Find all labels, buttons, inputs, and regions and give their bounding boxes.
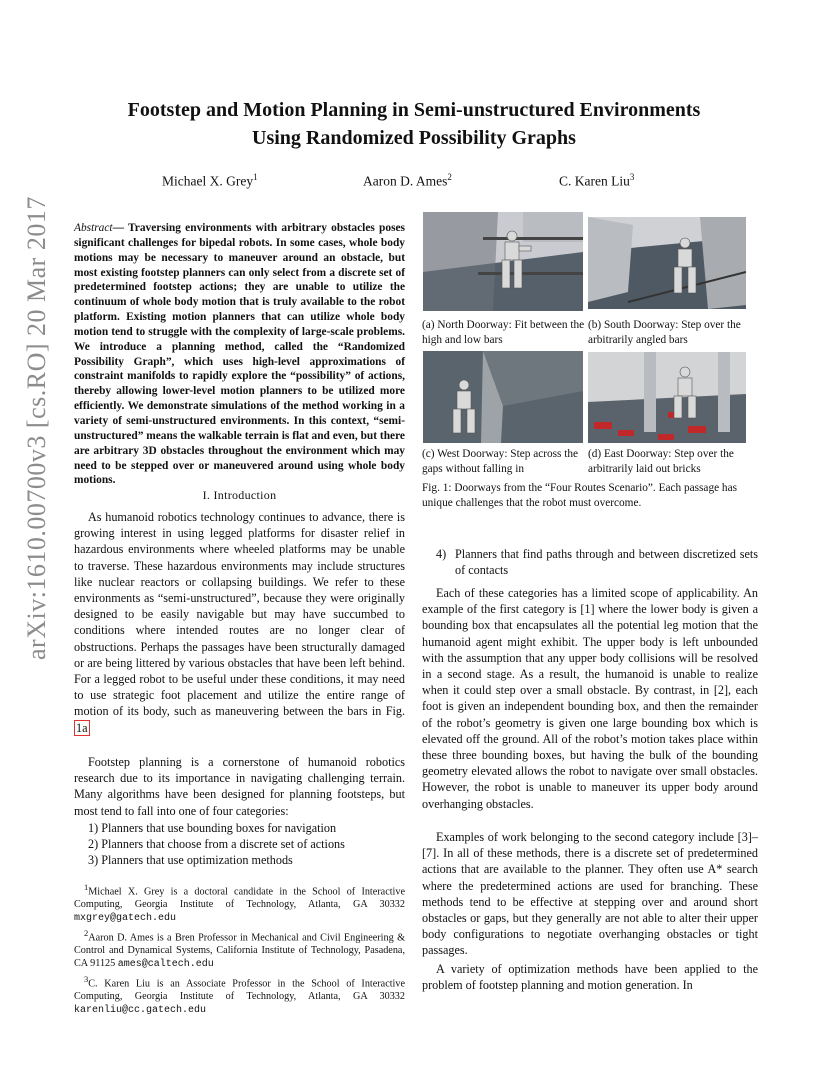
- email-link[interactable]: mxgrey@gatech.edu: [74, 912, 177, 924]
- figure-1c-caption: (c) West Doorway: Step across the gaps without falling in: [422, 448, 579, 475]
- title-line-2: Using Randomized Possibility Graphs: [252, 127, 576, 149]
- list-item-number: 4): [436, 547, 447, 561]
- figure-1d-image: [588, 352, 746, 443]
- figure-1a-caption: (a) North Doorway: Fit between the high and low bars: [422, 319, 585, 346]
- footnote-3: $^3$C. Karen Liu is an Associate Professor in the School of Interactive Computing, Georgia Institute of Technology, Atlanta, GA 30332 karenliu@cc.gatech.edu: [74, 974, 405, 1016]
- abstract: [74, 221, 405, 488]
- list-item: 3) Planners that use optimization methods: [88, 853, 293, 868]
- right-paragraph-3: A variety of optimization methods have been applied to the problem of footstep planning and motion generation. In: [422, 962, 758, 993]
- footnotes: [74, 881, 405, 1020]
- author-2: Aaron D. Ames$^2$: [363, 172, 452, 189]
- figure-1d-caption: (d) East Doorway: Step over the arbitrarily laid out bricks: [588, 448, 734, 475]
- figure-1c-image: [423, 351, 583, 443]
- figure-reference-link[interactable]: 1a: [76, 720, 88, 735]
- footnote-2: $^2$Aaron D. Ames is a Bren Professor in Mechanical and Civil Engineering & Control and Dynamical Systems, California Institute of Technology, Pasadena, CA 91125 ames@caltech.edu: [74, 928, 405, 970]
- title-line-1: Footstep and Motion Planning in Semi-unstructured Environments: [127, 99, 701, 121]
- figure-1b-image: [588, 217, 746, 309]
- abstract-text: — Traversing environments with arbitrary obstacles poses significant challenges for bipedal robots. In some cases, whole body motions may be necessary to maneuver around an obstacle, but most existing footstep planners can only select from a discrete set of predetermined footstep actions; they are unable to utilize the continuum of whole body motion that is truly available to the robot platform. Existing motion planners that can utilize whole body motion tend to struggle with the complexity of large-scale problems. We introduce a planning method, called the “Randomized Possibility Graph”, which uses high-level approximations of constraint manifolds to rapidly explore the “possibility” of actions, thereby allowing lower-level motion planners to be utilized more efficiently. We demonstrate simulations of the method working in a variety of semi-unstructured environments. In this context, “semi-unstructured” means the walkable terrain is flat and even, but there are arbitrary 3D obstacles throughout the environment which may need to be stepped over or maneuvered around using whole body motions.: [74, 222, 405, 487]
- author-3: C. Karen Liu$^3$: [559, 172, 635, 189]
- list-item-text: Planners that find paths through and between discretized sets of contacts: [455, 547, 758, 578]
- category-list: [74, 820, 405, 869]
- figure-1b-caption: (b) South Doorway: Step over the arbitrarily angled bars: [588, 319, 741, 346]
- list-item: 2) Planners that choose from a discrete set of actions: [88, 837, 345, 852]
- figure-1a-image: [423, 212, 583, 311]
- email-link[interactable]: ames@caltech.edu: [117, 958, 214, 970]
- right-paragraph-2: Examples of work belonging to the second category include [3]–[7]. In all of these methods, there is a discrete set of predetermined actions that are available to the planner. They often use A* search where the predetermined actions are used for branching. These methods tend to be effective at stepping over and around short obstacles or gaps, but they generally are not able to alter their upper body configurations to negotiate overhanging obstacles or tight passages.: [422, 830, 758, 958]
- section-heading-introduction: I. Introduction: [202, 488, 277, 502]
- abstract-label: Abstract: [74, 222, 113, 234]
- email-link[interactable]: karenliu@cc.gatech.edu: [74, 1004, 207, 1016]
- figure-1-caption: Fig. 1: Doorways from the “Four Routes Scenario”. Each passage has unique challenges that the robot must overcome.: [422, 482, 737, 509]
- author-1: Michael X. Grey$^1$: [162, 172, 258, 189]
- intro-paragraph-1: As humanoid robotics technology continues to advance, there is growing interest in using legged platforms for disaster relief in hazardous environments where wheeled platforms may be unable to traverse. These hazardous environments may include structures like nuclear reactors or collapsing buildings. We refer to these environments as “semi-unstructured”, because they were originally designed to be easily navigable but may have succumbed to conditions where intended routes are no longer clear of obstructions. Perhaps the passages have been structurally damaged or are being littered by various obstacles that have been left behind. For a legged robot to be useful under these conditions, it may need to use strategic foot placement and utilize the entire range of motion of its body, such as maneuvering between the bars in Fig. 1a: [74, 510, 405, 735]
- right-paragraph-1: Each of these categories has a limited scope of applicability. An example of the first category is [1] where the lower body is given a bounding box that encapsulates all the potential leg motion that the humanoid agent might exhibit. The upper body is left unbounded with the assumption that any upper body collisions will be resolved in a second stage. As a result, the humanoid is unable to realize when it could step over a small obstacle. By contrast, in [2], each foot is given an independent bounding box, and then the remainder of the robot’s geometry is given one large bounding box which is elevated off the ground. All of the robot’s motion takes place within these three bounding boxes, but having the bulk of the bounding geometry elevated allows the robot to navigate over small obstacles. However, the robot is unable to maneuver its upper body around overhanging obstacles.: [422, 586, 758, 811]
- list-item: 1) Planners that use bounding boxes for navigation: [88, 821, 337, 835]
- paper-title: [60, 96, 768, 152]
- intro-paragraph-2: Footstep planning is a cornerstone of humanoid robotics research due to its importance in navigating challenging terrain. Many algorithms have been designed for planning footsteps, but most tend to fall into one of four categories:: [74, 755, 405, 818]
- footnote-1: $^1$Michael X. Grey is a doctoral candidate in the School of Interactive Computing, Georgia Institute of Technology, Atlanta, GA 30332 mxgrey@gatech.edu: [74, 882, 405, 924]
- list-item: [422, 546, 758, 578]
